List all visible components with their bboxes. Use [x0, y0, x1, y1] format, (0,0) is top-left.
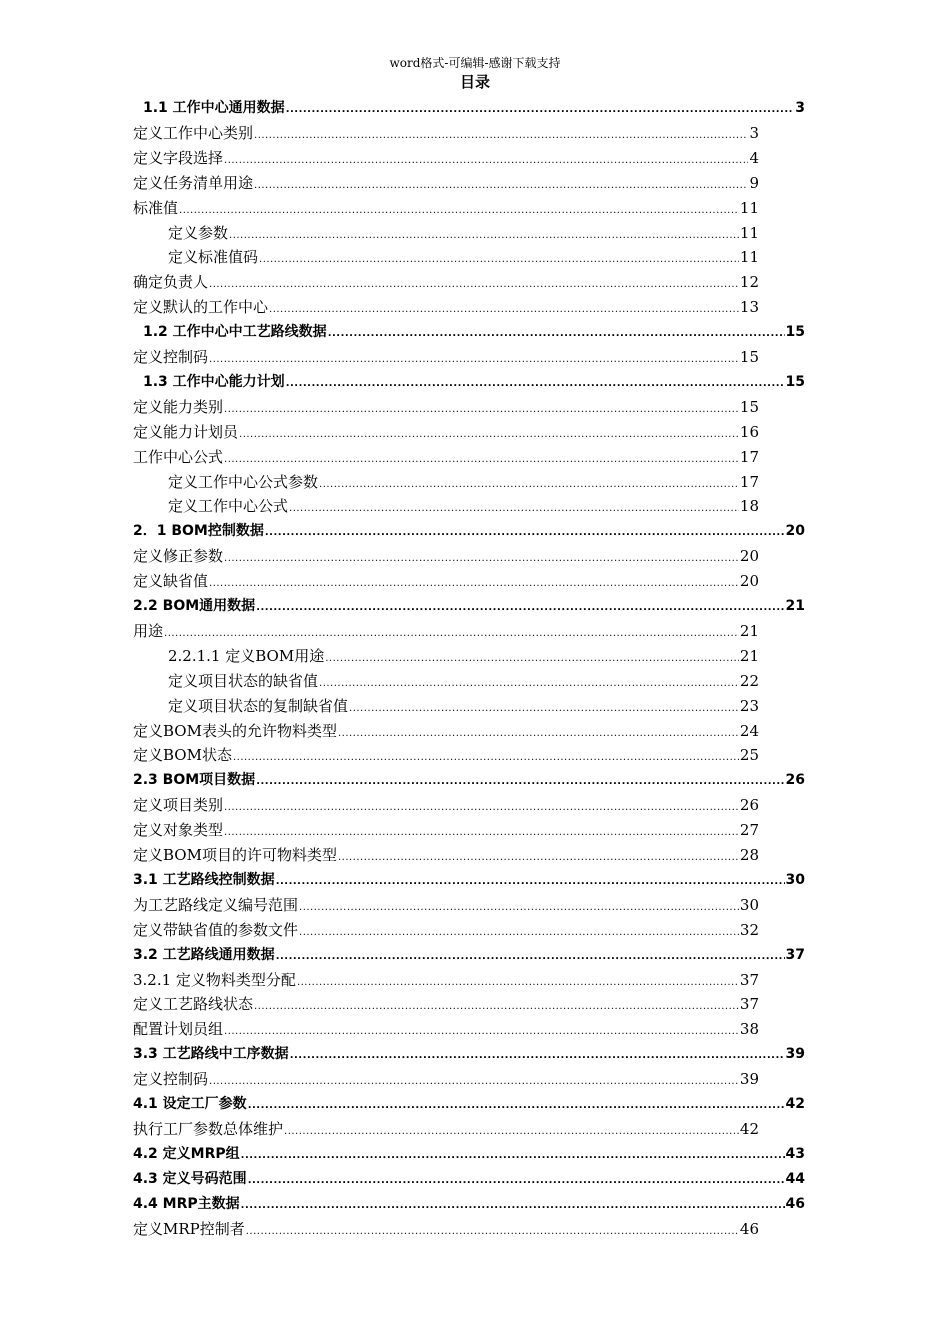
toc-entry-page: 32	[739, 920, 759, 939]
toc-entry-page: 46	[739, 1219, 759, 1238]
toc-entry-page: 24	[739, 721, 759, 740]
toc-entry-label: 确定负责人	[133, 273, 209, 292]
toc-entry[interactable]	[133, 1017, 759, 1041]
toc-dot-leader	[338, 846, 739, 870]
toc-entry-label: 2.3 BOM项目数据	[133, 772, 256, 789]
toc-dot-leader	[254, 174, 748, 198]
toc-entry[interactable]	[143, 96, 805, 120]
toc-entry-label: 4.1 设定工厂参数	[133, 1096, 247, 1112]
toc-dot-leader	[224, 796, 739, 820]
toc-entry-page: 38	[739, 1020, 759, 1039]
toc-entry-label: 定义缺省值	[133, 572, 209, 591]
toc-dot-leader	[254, 995, 739, 1019]
toc-dot-leader	[338, 722, 739, 746]
toc-entry-label: 定义BOM表头的允许物料类型	[133, 721, 337, 740]
toc-entry[interactable]	[133, 121, 759, 145]
toc-entry[interactable]	[133, 196, 759, 220]
toc-entry[interactable]	[133, 743, 759, 767]
toc-entry-label: 3.2 工艺路线通用数据	[133, 946, 275, 963]
toc-entry-label: 2．1 BOM控制数据	[133, 523, 264, 540]
toc-entry-label: 定义项目状态的复制缺省值	[168, 696, 349, 715]
toc-entry-label: 定义控制码	[133, 348, 209, 366]
toc-entry-page: 27	[739, 821, 759, 840]
toc-dot-leader	[284, 1120, 739, 1144]
toc-dot-leader	[233, 746, 739, 770]
toc-entry-page: 3	[795, 100, 805, 116]
toc-entry-label: 3.2.1 定义物料类型分配	[133, 970, 296, 989]
toc-entry[interactable]	[133, 868, 805, 892]
toc-dot-leader	[276, 945, 785, 969]
toc-entry-label: 用途	[133, 621, 164, 640]
toc-entry-label: 定义默认的工作中心	[133, 298, 269, 317]
toc-dot-leader	[297, 971, 739, 995]
toc-dot-leader	[248, 1169, 785, 1193]
toc-entry-page: 12	[739, 273, 759, 292]
toc-dot-leader	[328, 322, 785, 346]
toc-entry[interactable]	[133, 171, 759, 195]
toc-entry-label: 定义工艺路线状态	[133, 995, 254, 1014]
toc-entry[interactable]	[133, 1192, 805, 1216]
toc-entry-label: 4.2 定义MRP组	[133, 1145, 240, 1162]
toc-dot-leader	[256, 770, 784, 794]
toc-dot-leader	[325, 647, 739, 671]
toc-entry-page: 30	[785, 871, 805, 888]
toc-entry-label: 标准值	[133, 198, 179, 217]
toc-entry-page: 9	[749, 173, 759, 192]
toc-entry[interactable]	[133, 1092, 805, 1116]
toc-dot-leader	[224, 821, 739, 845]
toc-entry[interactable]	[133, 345, 759, 369]
toc-entry-label: 4.4 MRP主数据	[133, 1195, 240, 1212]
page-header-watermark: word格式-可编辑-感谢下载支持	[389, 56, 561, 70]
toc-dot-leader	[248, 1094, 785, 1118]
toc-entry[interactable]	[168, 694, 759, 718]
toc-entry-page: 20	[739, 572, 759, 591]
toc-entry-label: 定义项目状态的缺省值	[168, 671, 319, 690]
toc-entry-label: 3.1 工艺路线控制数据	[133, 871, 275, 888]
toc-entry-label: 3.3 工艺路线中工序数据	[133, 1046, 289, 1063]
toc-entry-label: 1.3 工作中心能力计划	[143, 373, 285, 390]
toc-entry-page: 21	[785, 598, 805, 614]
toc-dot-leader	[256, 596, 784, 620]
toc-entry-page: 17	[739, 447, 759, 466]
toc-dot-leader	[209, 1070, 739, 1094]
toc-entry[interactable]	[168, 245, 759, 269]
toc-entry[interactable]	[133, 146, 759, 170]
toc-entry-page: 44	[785, 1170, 805, 1187]
toc-entry-label: 定义工作中心公式参数	[168, 472, 319, 491]
toc-entry[interactable]	[133, 420, 759, 444]
toc-dot-leader	[349, 697, 739, 721]
toc-entry-page: 42	[739, 1119, 759, 1138]
toc-entry[interactable]	[133, 1042, 805, 1066]
toc-entry-label: 定义参数	[168, 223, 229, 242]
toc-entry[interactable]	[133, 992, 759, 1016]
toc-entry[interactable]	[168, 470, 759, 494]
toc-entry[interactable]	[133, 270, 759, 294]
toc-entry-label: 2.2.1.1 定义BOM用途	[168, 646, 325, 665]
toc-entry-label: 定义带缺省值的参数文件	[133, 920, 299, 939]
toc-entry[interactable]	[168, 644, 759, 668]
toc-entry-page: 11	[739, 198, 759, 217]
toc-entry-page: 3	[749, 123, 759, 142]
toc-entry-page: 15	[785, 324, 805, 341]
toc-entry[interactable]	[133, 893, 759, 917]
toc-entry-page: 28	[739, 846, 759, 864]
toc-entry-page: 17	[739, 472, 759, 491]
toc-entry-page: 23	[739, 696, 759, 715]
toc-entry-label: 定义能力计划员	[133, 422, 239, 441]
toc-entry[interactable]	[133, 519, 805, 543]
toc-entry-page: 4	[749, 148, 759, 167]
toc-entry[interactable]	[133, 619, 759, 643]
toc-entry[interactable]	[133, 594, 805, 618]
toc-dot-leader	[319, 473, 739, 497]
toc-entry-page: 26	[739, 796, 759, 815]
toc-entry-label: 1.1 工作中心通用数据	[143, 100, 285, 116]
toc-entry-label: 定义BOM项目的许可物料类型	[133, 846, 337, 864]
toc-entry[interactable]	[133, 1117, 759, 1141]
toc-dot-leader	[229, 224, 739, 248]
toc-entry-page: 37	[739, 995, 759, 1014]
toc-entry-page: 15	[785, 373, 805, 390]
toc-dot-leader	[286, 98, 795, 122]
toc-dot-leader	[286, 372, 785, 396]
toc-entry[interactable]	[168, 669, 759, 693]
toc-entry-page: 15	[739, 348, 759, 366]
toc-entry-page: 37	[785, 946, 805, 963]
toc-entry-label: 定义修正参数	[133, 547, 224, 566]
toc-dot-leader	[241, 1194, 785, 1218]
toc-entry-label: 工作中心公式	[133, 447, 224, 466]
toc-entry-page: 11	[739, 248, 759, 267]
toc-entry-label: 执行工厂参数总体维护	[133, 1119, 284, 1138]
toc-entry-label: 定义控制码	[133, 1070, 209, 1089]
toc-entry-page: 25	[739, 746, 759, 765]
toc-entry[interactable]	[133, 793, 759, 817]
toc-entry-label: 定义任务清单用途	[133, 173, 254, 192]
toc-entry[interactable]	[133, 843, 759, 867]
toc-entry-label: 定义MRP控制者	[133, 1219, 245, 1238]
toc-dot-leader	[254, 124, 748, 148]
toc-entry[interactable]	[133, 719, 759, 743]
toc-dot-leader	[179, 199, 739, 223]
toc-entry-label: 定义能力类别	[133, 397, 224, 416]
toc-dot-leader	[209, 273, 739, 297]
toc-entry-page: 22	[739, 671, 759, 690]
toc-entry[interactable]	[168, 494, 759, 518]
toc-entry-page: 16	[739, 422, 759, 441]
toc-dot-leader	[299, 896, 739, 920]
toc-entry-page: 20	[739, 547, 759, 566]
toc-entry-page: 37	[739, 970, 759, 989]
toc-entry-label: 1.2 工作中心中工艺路线数据	[143, 324, 327, 341]
toc-entry-page: 26	[785, 772, 805, 789]
toc-entry[interactable]	[133, 544, 759, 568]
toc-dot-leader	[224, 448, 739, 472]
toc-entry-label: 配置计划员组	[133, 1020, 224, 1039]
toc-entry-page: 20	[785, 523, 805, 540]
toc-dot-leader	[239, 423, 739, 447]
toc-entry-page: 21	[739, 621, 759, 640]
toc-entry[interactable]	[133, 1142, 805, 1166]
toc-entry-page: 46	[785, 1195, 805, 1212]
toc-entry-label: 定义标准值码	[168, 248, 259, 267]
toc-dot-leader	[209, 348, 739, 372]
toc-dot-leader	[259, 248, 739, 272]
toc-entry[interactable]	[168, 221, 759, 245]
toc-dot-leader	[224, 149, 748, 173]
toc-dot-leader	[224, 547, 739, 571]
toc-entry-label: 定义对象类型	[133, 821, 224, 840]
toc-entry-label: 2.2 BOM通用数据	[133, 598, 256, 614]
toc-dot-leader	[241, 1144, 785, 1168]
toc-entry[interactable]	[133, 1217, 759, 1241]
toc-entry-page: 39	[739, 1070, 759, 1089]
toc-entry[interactable]	[133, 1167, 805, 1191]
toc-dot-leader	[319, 672, 739, 696]
toc-entry-page: 21	[739, 646, 759, 665]
toc-entry-label: 定义工作中心公式	[168, 497, 289, 516]
toc-entry-label: 定义工作中心类别	[133, 123, 254, 142]
toc-entry[interactable]	[133, 569, 759, 593]
toc-entry-page: 11	[739, 223, 759, 242]
toc-entry[interactable]	[133, 968, 759, 992]
toc-entry-page: 18	[739, 497, 759, 516]
toc-entry-label: 为工艺路线定义编号范围	[133, 895, 299, 914]
toc-dot-leader	[209, 572, 739, 596]
toc-dot-leader	[290, 1044, 785, 1068]
toc-entry-label: 定义字段选择	[133, 148, 224, 167]
toc-entry-page: 13	[739, 298, 759, 317]
toc-entry[interactable]	[133, 395, 759, 419]
toc-entry[interactable]	[133, 943, 805, 967]
toc-dot-leader	[164, 622, 739, 646]
toc-dot-leader	[224, 398, 739, 422]
toc-entry-page: 30	[739, 895, 759, 914]
toc-dot-leader	[289, 497, 739, 521]
toc-entry[interactable]	[133, 1067, 759, 1091]
toc-entry-page: 15	[739, 397, 759, 416]
toc-entry-page: 43	[785, 1145, 805, 1162]
toc-dot-leader	[246, 1220, 739, 1244]
toc-entry[interactable]	[133, 445, 759, 469]
toc-entry-page: 42	[785, 1096, 805, 1112]
toc-entry[interactable]	[133, 918, 759, 942]
toc-entry-label: 4.3 定义号码范围	[133, 1170, 247, 1187]
toc-entry-label: 定义BOM状态	[133, 746, 232, 765]
toc-dot-leader	[224, 1020, 739, 1044]
toc-entry[interactable]	[133, 818, 759, 842]
toc-dot-leader	[265, 521, 785, 545]
toc-entry[interactable]	[143, 370, 805, 394]
toc-dot-leader	[276, 870, 785, 894]
toc-entry-label: 定义项目类别	[133, 796, 224, 815]
toc-entry[interactable]	[143, 320, 805, 344]
toc-dot-leader	[299, 921, 739, 945]
toc-entry[interactable]	[133, 295, 759, 319]
toc-dot-leader	[269, 298, 739, 322]
toc-entry[interactable]	[133, 768, 805, 792]
toc-title: 目录	[459, 73, 490, 91]
toc-entry-page: 39	[785, 1046, 805, 1063]
